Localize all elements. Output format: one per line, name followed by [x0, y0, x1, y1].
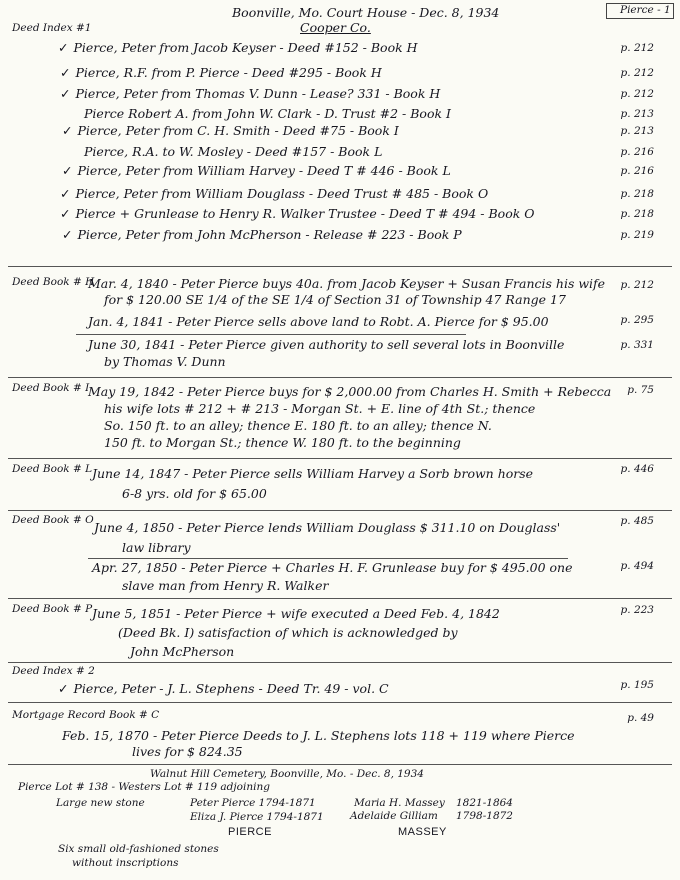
check-mark-icon: ✓: [62, 227, 73, 242]
divider: [8, 598, 672, 599]
mortgage-line2: lives for $ 824.35: [132, 744, 243, 759]
cemetery-maria-years: 1821-1864: [456, 797, 513, 809]
index1-entry-ref: p. 218: [620, 208, 654, 220]
bookO-entry2-ref: p. 494: [620, 560, 654, 572]
index1-entry-ref: p. 212: [620, 42, 654, 54]
index1-entry-text: Pierce, Peter from William Harvey - Deed T # 446 - Book L: [77, 163, 451, 178]
divider: [8, 266, 672, 267]
check-mark-icon: ✓: [58, 40, 69, 55]
divider: [8, 458, 672, 459]
cemetery-pierce: PIERCE: [228, 826, 272, 838]
index1-entry: [60, 186, 488, 201]
check-mark-icon: ✓: [60, 186, 71, 201]
index1-entry: [84, 106, 451, 121]
check-mark-icon: ✓: [62, 163, 73, 178]
index1-entry-text: Pierce Robert A. from John W. Clark - D. Trust #2 - Book I: [84, 106, 451, 121]
bookO-entry2-line2: slave man from Henry R. Walker: [122, 578, 329, 593]
bookP-ref: p. 223: [620, 604, 654, 616]
index2-entry-text: Pierce, Peter - J. L. Stephens - Deed Tr. 49 - vol. C: [73, 681, 389, 696]
sub-divider: [76, 334, 466, 335]
check-mark-icon: ✓: [60, 86, 71, 101]
index1-entry: [58, 40, 418, 55]
bookL-ref: p. 446: [620, 463, 654, 475]
bookP-line2: (Deed Bk. I) satisfaction of which is acknowledged by: [118, 625, 458, 640]
index1-entry-text: Pierce, Peter from William Douglass - Deed Trust # 485 - Book O: [75, 186, 489, 201]
bookO-entry1-line1: June 4, 1850 - Peter Pierce lends William Douglass $ 311.10 on Douglass': [94, 520, 561, 535]
bookI-line3: So. 150 ft. to an alley; thence E. 180 ft. to an alley; thence N.: [104, 418, 492, 433]
divider: [8, 377, 672, 378]
mortgage-label: Mortgage Record Book # C: [12, 709, 160, 721]
cemetery-adelaide-years: 1798-1872: [456, 810, 513, 822]
bookO-label: Deed Book # O: [12, 514, 94, 526]
index1-label: Deed Index #1: [12, 22, 92, 34]
bookP-line1: June 5, 1851 - Peter Pierce + wife executed a Deed Feb. 4, 1842: [92, 606, 500, 621]
cemetery-adelaide: Adelaide Gilliam: [350, 810, 438, 822]
index1-entry-text: Pierce, R.A. to W. Mosley - Deed #157 - Book L: [84, 144, 383, 159]
index1-entry-text: Pierce, Peter from Jacob Keyser - Deed #152 - Book H: [73, 40, 418, 55]
bookO-entry2-line1: Apr. 27, 1850 - Peter Pierce + Charles H. F. Grunlease buy for $ 495.00 one: [92, 560, 573, 575]
sub-divider: [88, 558, 568, 559]
index2-ref: p. 195: [620, 679, 654, 691]
bookP-label: Deed Book # P: [12, 603, 93, 615]
bookO-entry1-line2: law library: [122, 540, 191, 555]
bookH-label: Deed Book # H: [12, 276, 95, 288]
bookL-label: Deed Book # L: [12, 463, 93, 475]
bookI-line4: 150 ft. to Morgan St.; thence W. 180 ft. to the beginning: [104, 435, 461, 450]
bookH-entry1-line1: Mar. 4, 1840 - Peter Pierce buys 40a. from Jacob Keyser + Susan Francis his wife: [88, 276, 606, 291]
cemetery-small-stones-line1: Six small old-fashioned stones: [58, 843, 219, 855]
cemetery-lot: Pierce Lot # 138 - Westers Lot # 119 adjoining: [18, 781, 270, 793]
divider: [8, 702, 672, 703]
bookL-line1: June 14, 1847 - Peter Pierce sells William Harvey a Sorb brown horse: [92, 466, 534, 481]
bookI-label: Deed Book # I: [12, 382, 90, 394]
page-label: Pierce - 1: [620, 4, 671, 16]
cemetery-massey: MASSEY: [398, 826, 447, 838]
bookP-line3: John McPherson: [130, 644, 235, 659]
cemetery-peter: Peter Pierce 1794-1871: [190, 797, 316, 809]
index1-entry-ref: p. 216: [620, 146, 654, 158]
index2-entry: [58, 681, 389, 696]
bookH-entry1-line2: for $ 120.00 SE 1/4 of the SE 1/4 of Section 31 of Township 47 Range 17: [104, 292, 566, 307]
index1-entry-text: Pierce, Peter from Thomas V. Dunn - Lease? 331 - Book H: [75, 86, 441, 101]
bookH-entry3-line2: by Thomas V. Dunn: [104, 354, 226, 369]
bookL-line2: 6-8 yrs. old for $ 65.00: [122, 486, 267, 501]
bookO-entry1-ref: p. 485: [620, 515, 654, 527]
bookH-entry2-line1: Jan. 4, 1841 - Peter Pierce sells above land to Robt. A. Pierce for $ 95.00: [88, 314, 549, 329]
index1-entry-ref: p. 213: [620, 108, 654, 120]
bookI-ref: p. 75: [627, 384, 654, 396]
index1-entry-ref: p. 218: [620, 188, 654, 200]
mortgage-line1: Feb. 15, 1870 - Peter Pierce Deeds to J. L. Stephens lots 118 + 119 where Pierce: [62, 728, 575, 743]
bookH-entry1-ref: p. 212: [620, 279, 654, 291]
page-title: Boonville, Mo. Court House - Dec. 8, 1934: [232, 5, 500, 20]
index1-entry-text: Pierce, Peter from C. H. Smith - Deed #75 - Book I: [77, 123, 399, 138]
bookH-entry2-ref: p. 295: [620, 314, 654, 326]
index1-entry-ref: p. 216: [620, 165, 654, 177]
check-mark-icon: ✓: [60, 206, 71, 221]
check-mark-icon: ✓: [62, 123, 73, 138]
index1-entry-text: Pierce, R.F. from P. Pierce - Deed #295 - Book H: [75, 65, 382, 80]
bookI-line1: May 19, 1842 - Peter Pierce buys for $ 2,000.00 from Charles H. Smith + Rebecca: [88, 384, 612, 399]
mortgage-ref: p. 49: [627, 712, 654, 724]
index1-entry: [62, 227, 462, 242]
cemetery-heading: Walnut Hill Cemetery, Boonville, Mo. - Dec. 8, 1934: [150, 768, 424, 780]
cemetery-stone: Large new stone: [56, 797, 145, 809]
index1-entry: [62, 123, 399, 138]
index1-entry: [60, 65, 382, 80]
index1-entry-ref: p. 219: [620, 229, 654, 241]
index2-label: Deed Index # 2: [12, 665, 95, 677]
bookH-entry3-line1: June 30, 1841 - Peter Pierce given authority to sell several lots in Boonville: [88, 337, 565, 352]
index1-entry: [62, 163, 451, 178]
index1-entry-text: Pierce + Grunlease to Henry R. Walker Trustee - Deed T # 494 - Book O: [75, 206, 535, 221]
index1-entry: [60, 86, 440, 101]
index1-entry: [60, 206, 535, 221]
cemetery-eliza: Eliza J. Pierce 1794-1871: [190, 811, 324, 823]
index1-entry-ref: p. 212: [620, 67, 654, 79]
cemetery-small-stones-line2: without inscriptions: [72, 857, 179, 869]
divider: [8, 510, 672, 511]
divider: [8, 764, 672, 765]
bookI-line2: his wife lots # 212 + # 213 - Morgan St. + E. line of 4th St.; thence: [104, 401, 536, 416]
index1-entry: [84, 144, 382, 159]
county-subtitle: Cooper Co.: [300, 20, 371, 35]
index1-entry-ref: p. 212: [620, 88, 654, 100]
divider: [8, 662, 672, 663]
index1-entry-ref: p. 213: [620, 125, 654, 137]
index1-entry-text: Pierce, Peter from John McPherson - Release # 223 - Book P: [77, 227, 462, 242]
cemetery-maria: Maria H. Massey: [354, 797, 445, 809]
check-mark-icon: ✓: [60, 65, 71, 80]
check-mark-icon: ✓: [58, 681, 69, 696]
bookH-entry3-ref: p. 331: [620, 339, 654, 351]
